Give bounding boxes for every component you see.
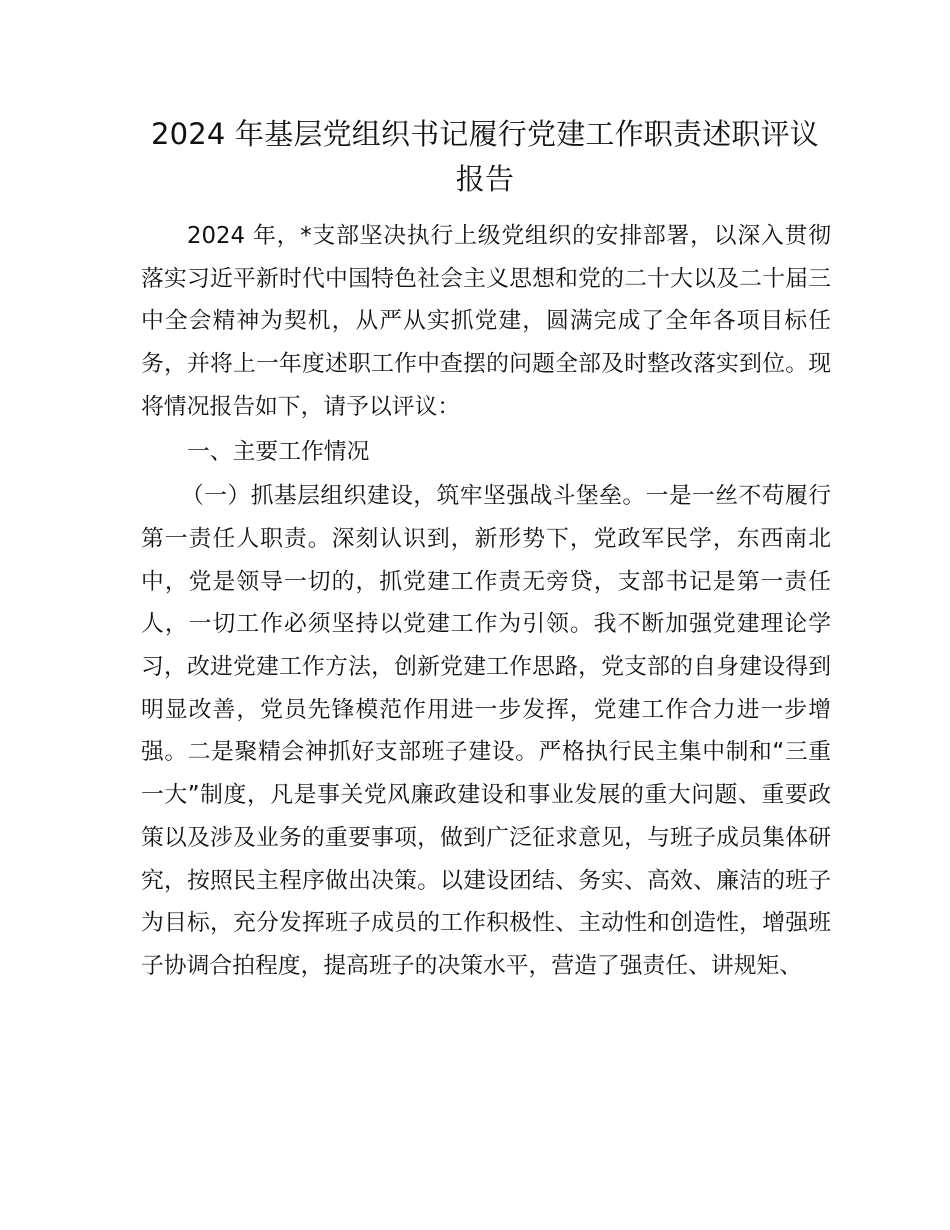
intro-paragraph: 2024 年，*支部坚决执行上级党组织的安排部署，以深入贯彻落实习近平新时代中国特色社会主义思想和党的二十大以及二十届三中全会精神为契机，从严从实抓党建，圆满完成了全年各项目标任务，并将上一年度述职工作中查摆的问题全部及时整改落实到位。现将情况报告如下，请予以评议： — [141, 223, 831, 420]
section-heading: 一、主要工作情况 — [187, 438, 370, 465]
section-paragraph: （一）抓基层组织建设，筑牢坚强战斗堡垒。一是一丝不苟履行第一责任人职责。深刻认识到，新形势下，党政军民学，东西南北中，党是领导一切的，抓党建工作责无旁贷，支部书记是第一责任人，一切工作必须坚持以党建工作为引领。我不断加强党建理论学习，改进党建工作方法，创新党建工作思路，党支部的自身建设得到明显改善，党员先锋模范作用进一步发挥，党建工作合力进一步增强。二是聚精会神抓好支部班子建设。严格执行民主集中制和“三重一大”制度，凡是事关党风廉政建设和事业发展的重大问题、重要政策以及涉及业务的重要事项，做到广泛征求意见，与班子成员集体研究，按照民主程序做出决策。以建设团结、务实、高效、廉洁的班子为目标，充分发挥班子成员的工作积极性、主动性和创造性，增强班子协调合拍程度，提高班子的决策水平，营造了强责任、讲规矩、 — [141, 483, 831, 979]
document-title: 2024 年基层党组织书记履行党建工作职责述职评议报告 — [150, 117, 820, 196]
document-body — [141, 215, 831, 988]
